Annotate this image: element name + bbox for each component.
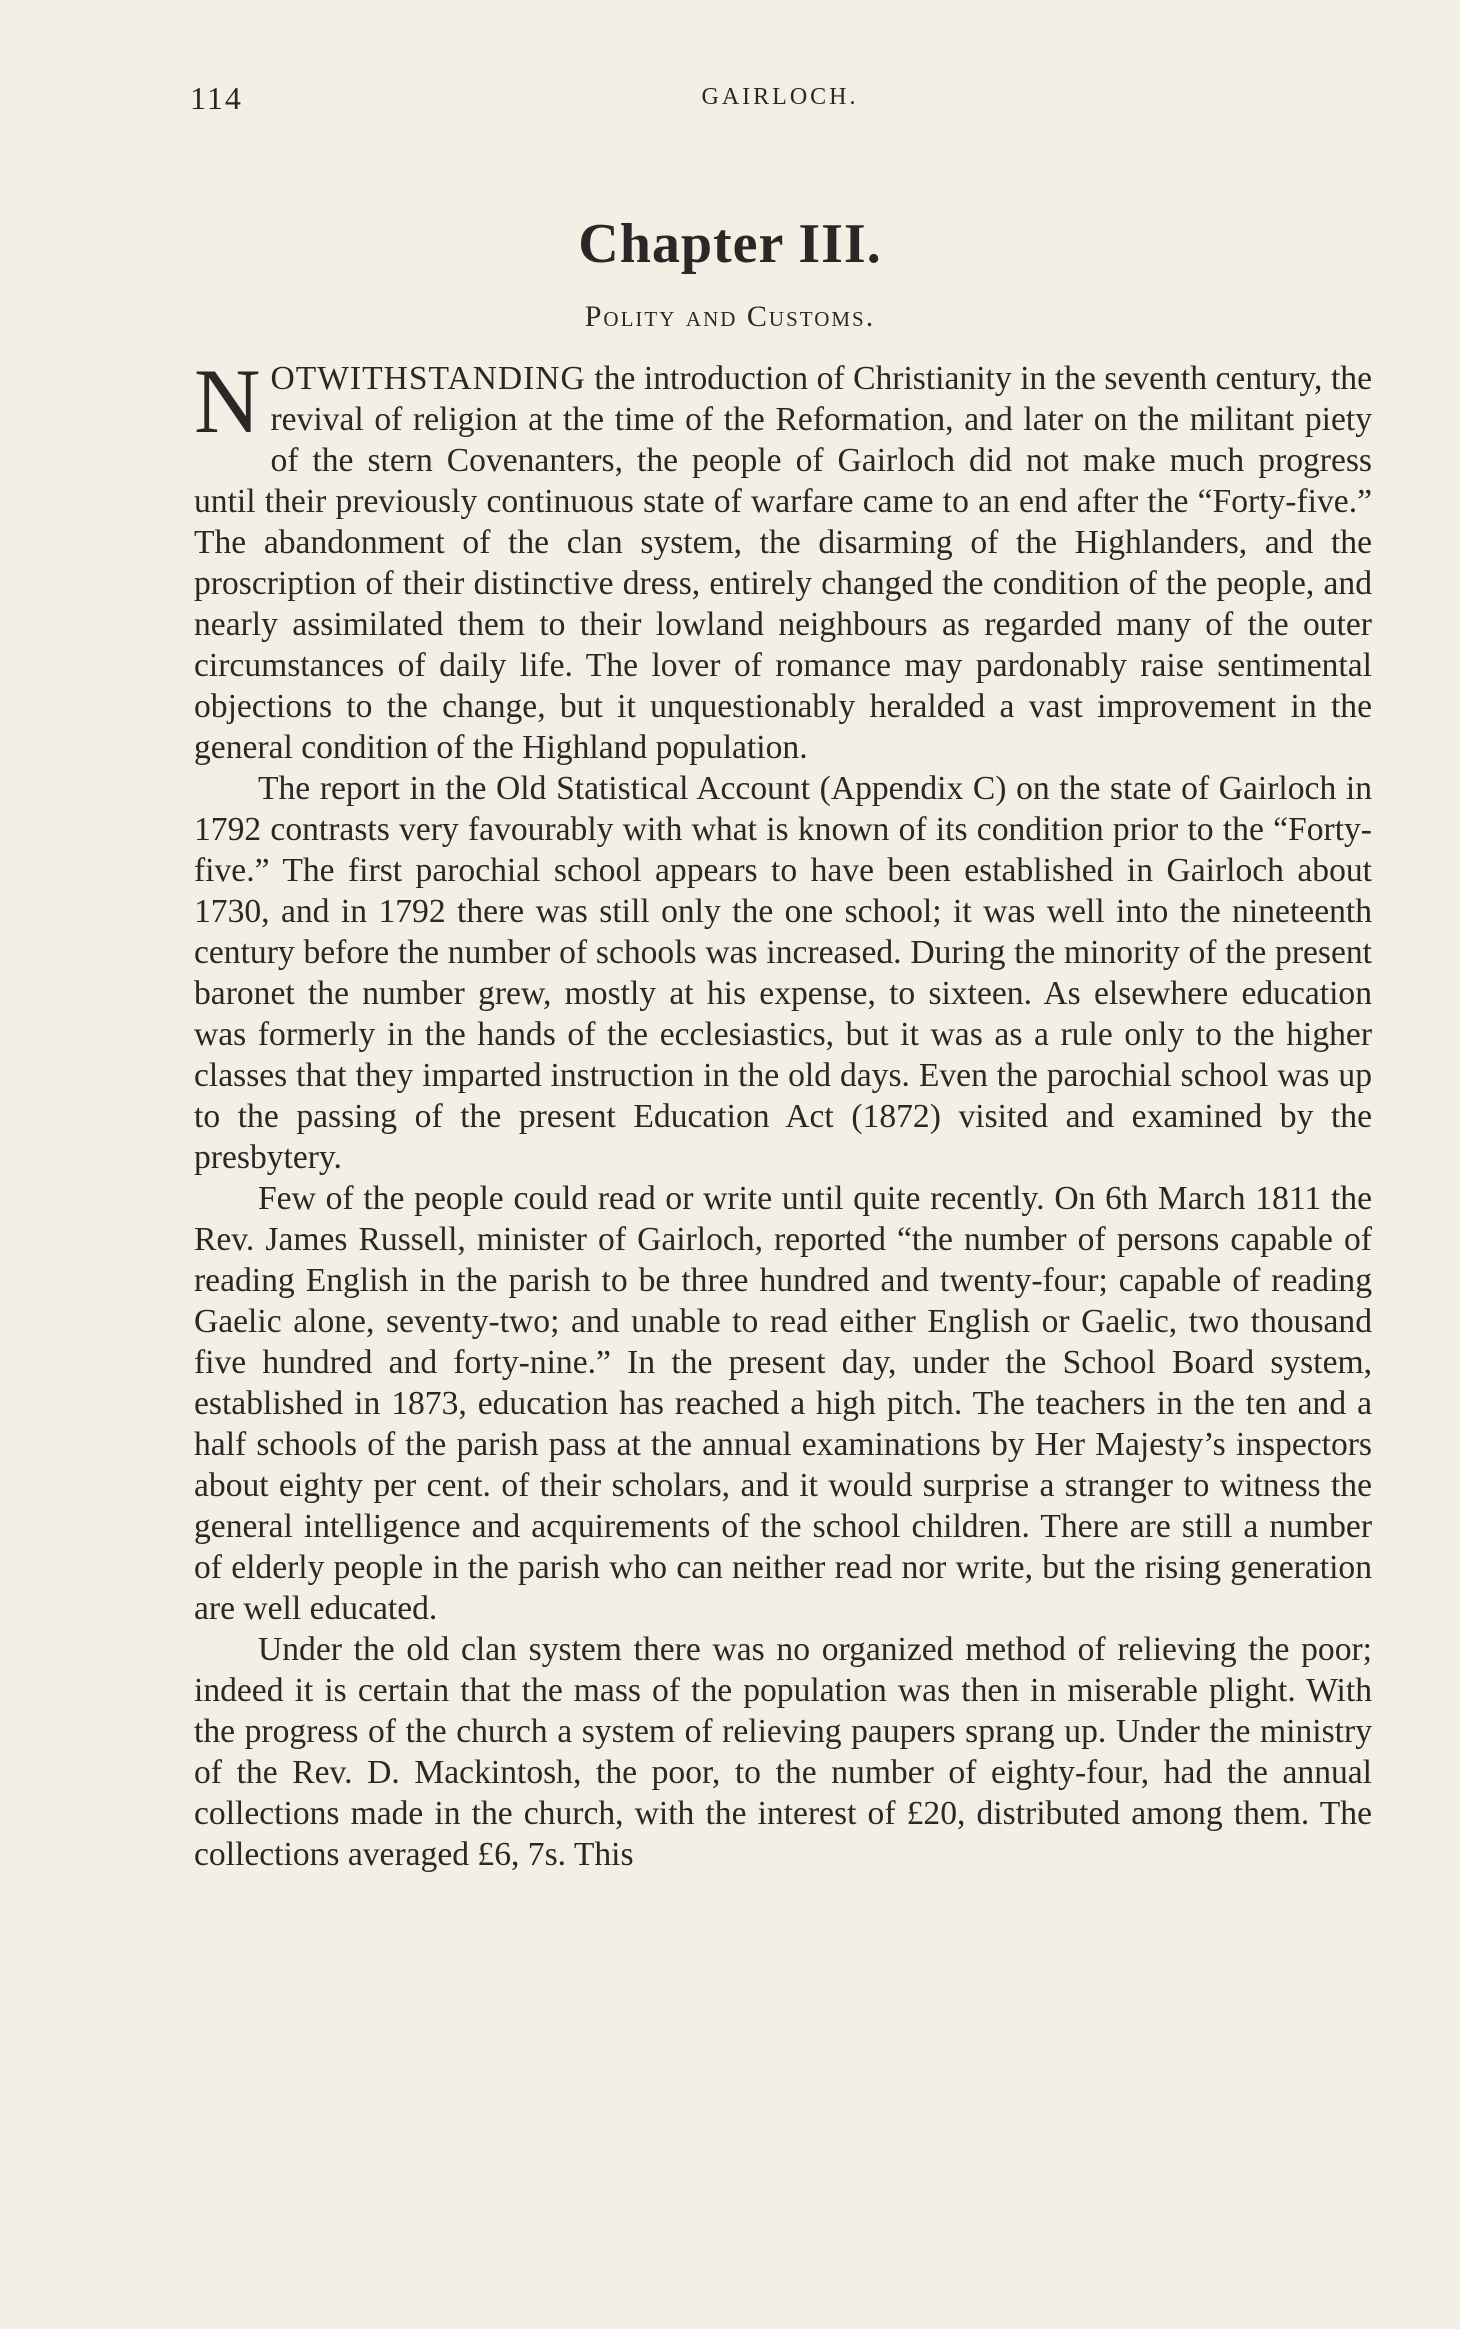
drop-cap: N <box>194 350 261 452</box>
page-number: 114 <box>190 80 243 116</box>
opening-capitals: OTWITHSTANDING <box>270 360 586 397</box>
paragraph-1 <box>194 350 1372 768</box>
chapter-heading: Chapter III. <box>578 213 882 275</box>
running-title: GAIRLOCH. <box>701 84 859 110</box>
section-heading: Polity and Customs. <box>584 300 876 333</box>
paragraph-4: Under the old clan system there was no organized method of relieving the poor; indeed it is certain that the mass of the population was then in miserable plight. With the progress of the church a system of relieving paupers sprang up. Under the ministry of the Rev. D. Mackintosh, the poor, to the number of eighty-four, had the annual collections made in the church, with the interest of £20, distributed among them. The collections averaged £6, 7s. This <box>194 1631 1372 1873</box>
paragraph-1-text: the introduction of Christianity in the seventh century, the revival of religion at the time of the Reformation, and later on the militant piety of the stern Covenanters, the people of Gairloch did not make much progress until their previously continuous state of warfare came to an end after the “Forty-five.” The abandonment of the clan system, the disarming of the Highlanders, and the proscription of their distinctive dress, entirely changed the condition of the people, and nearly assimilated them to their lowland neighbours as regarded many of the outer circumstances of daily life. The lover of romance may pardonably raise sentimental objections to the change, but it unquestionably heralded a vast improvement in the general condition of the Highland population. <box>194 360 1372 766</box>
paragraph-3: Few of the people could read or write until quite recently. On 6th March 1811 the Rev. James Russell, minister of Gairloch, reported “the number of persons capable of reading English in the parish to be three hundred and twenty-four; capable of reading Gaelic alone, seventy-two; and unable to read either English or Gaelic, two thousand five hundred and forty-nine.” In the present day, under the School Board system, established in 1873, education has reached a high pitch. The teachers in the ten and a half schools of the parish pass at the annual examinations by Her Majesty’s inspectors about eighty per cent. of their scholars, and it would surprise a stranger to witness the general intelligence and acquirements of the school children. There are still a number of elderly people in the parish who can neither read nor write, but the rising generation are well educated. <box>194 1180 1372 1627</box>
running-head <box>190 80 1370 120</box>
body-text <box>194 350 1372 1875</box>
paragraph-2: The report in the Old Statistical Account (Appendix C) on the state of Gairloch in 1792 contrasts very favourably with what is known of its condition prior to the “Forty-five.” The first parochial school appears to have been established in Gairloch about 1730, and in 1792 there was still only the one school; it was well into the nineteenth century before the number of schools was increased. During the minority of the present baronet the number grew, mostly at his expense, to sixteen. As elsewhere education was formerly in the hands of the ecclesiastics, but it was as a rule only to the higher classes that they imparted instruction in the old days. Even the parochial school was up to the passing of the present Education Act (1872) visited and examined by the presbytery. <box>194 770 1372 1176</box>
